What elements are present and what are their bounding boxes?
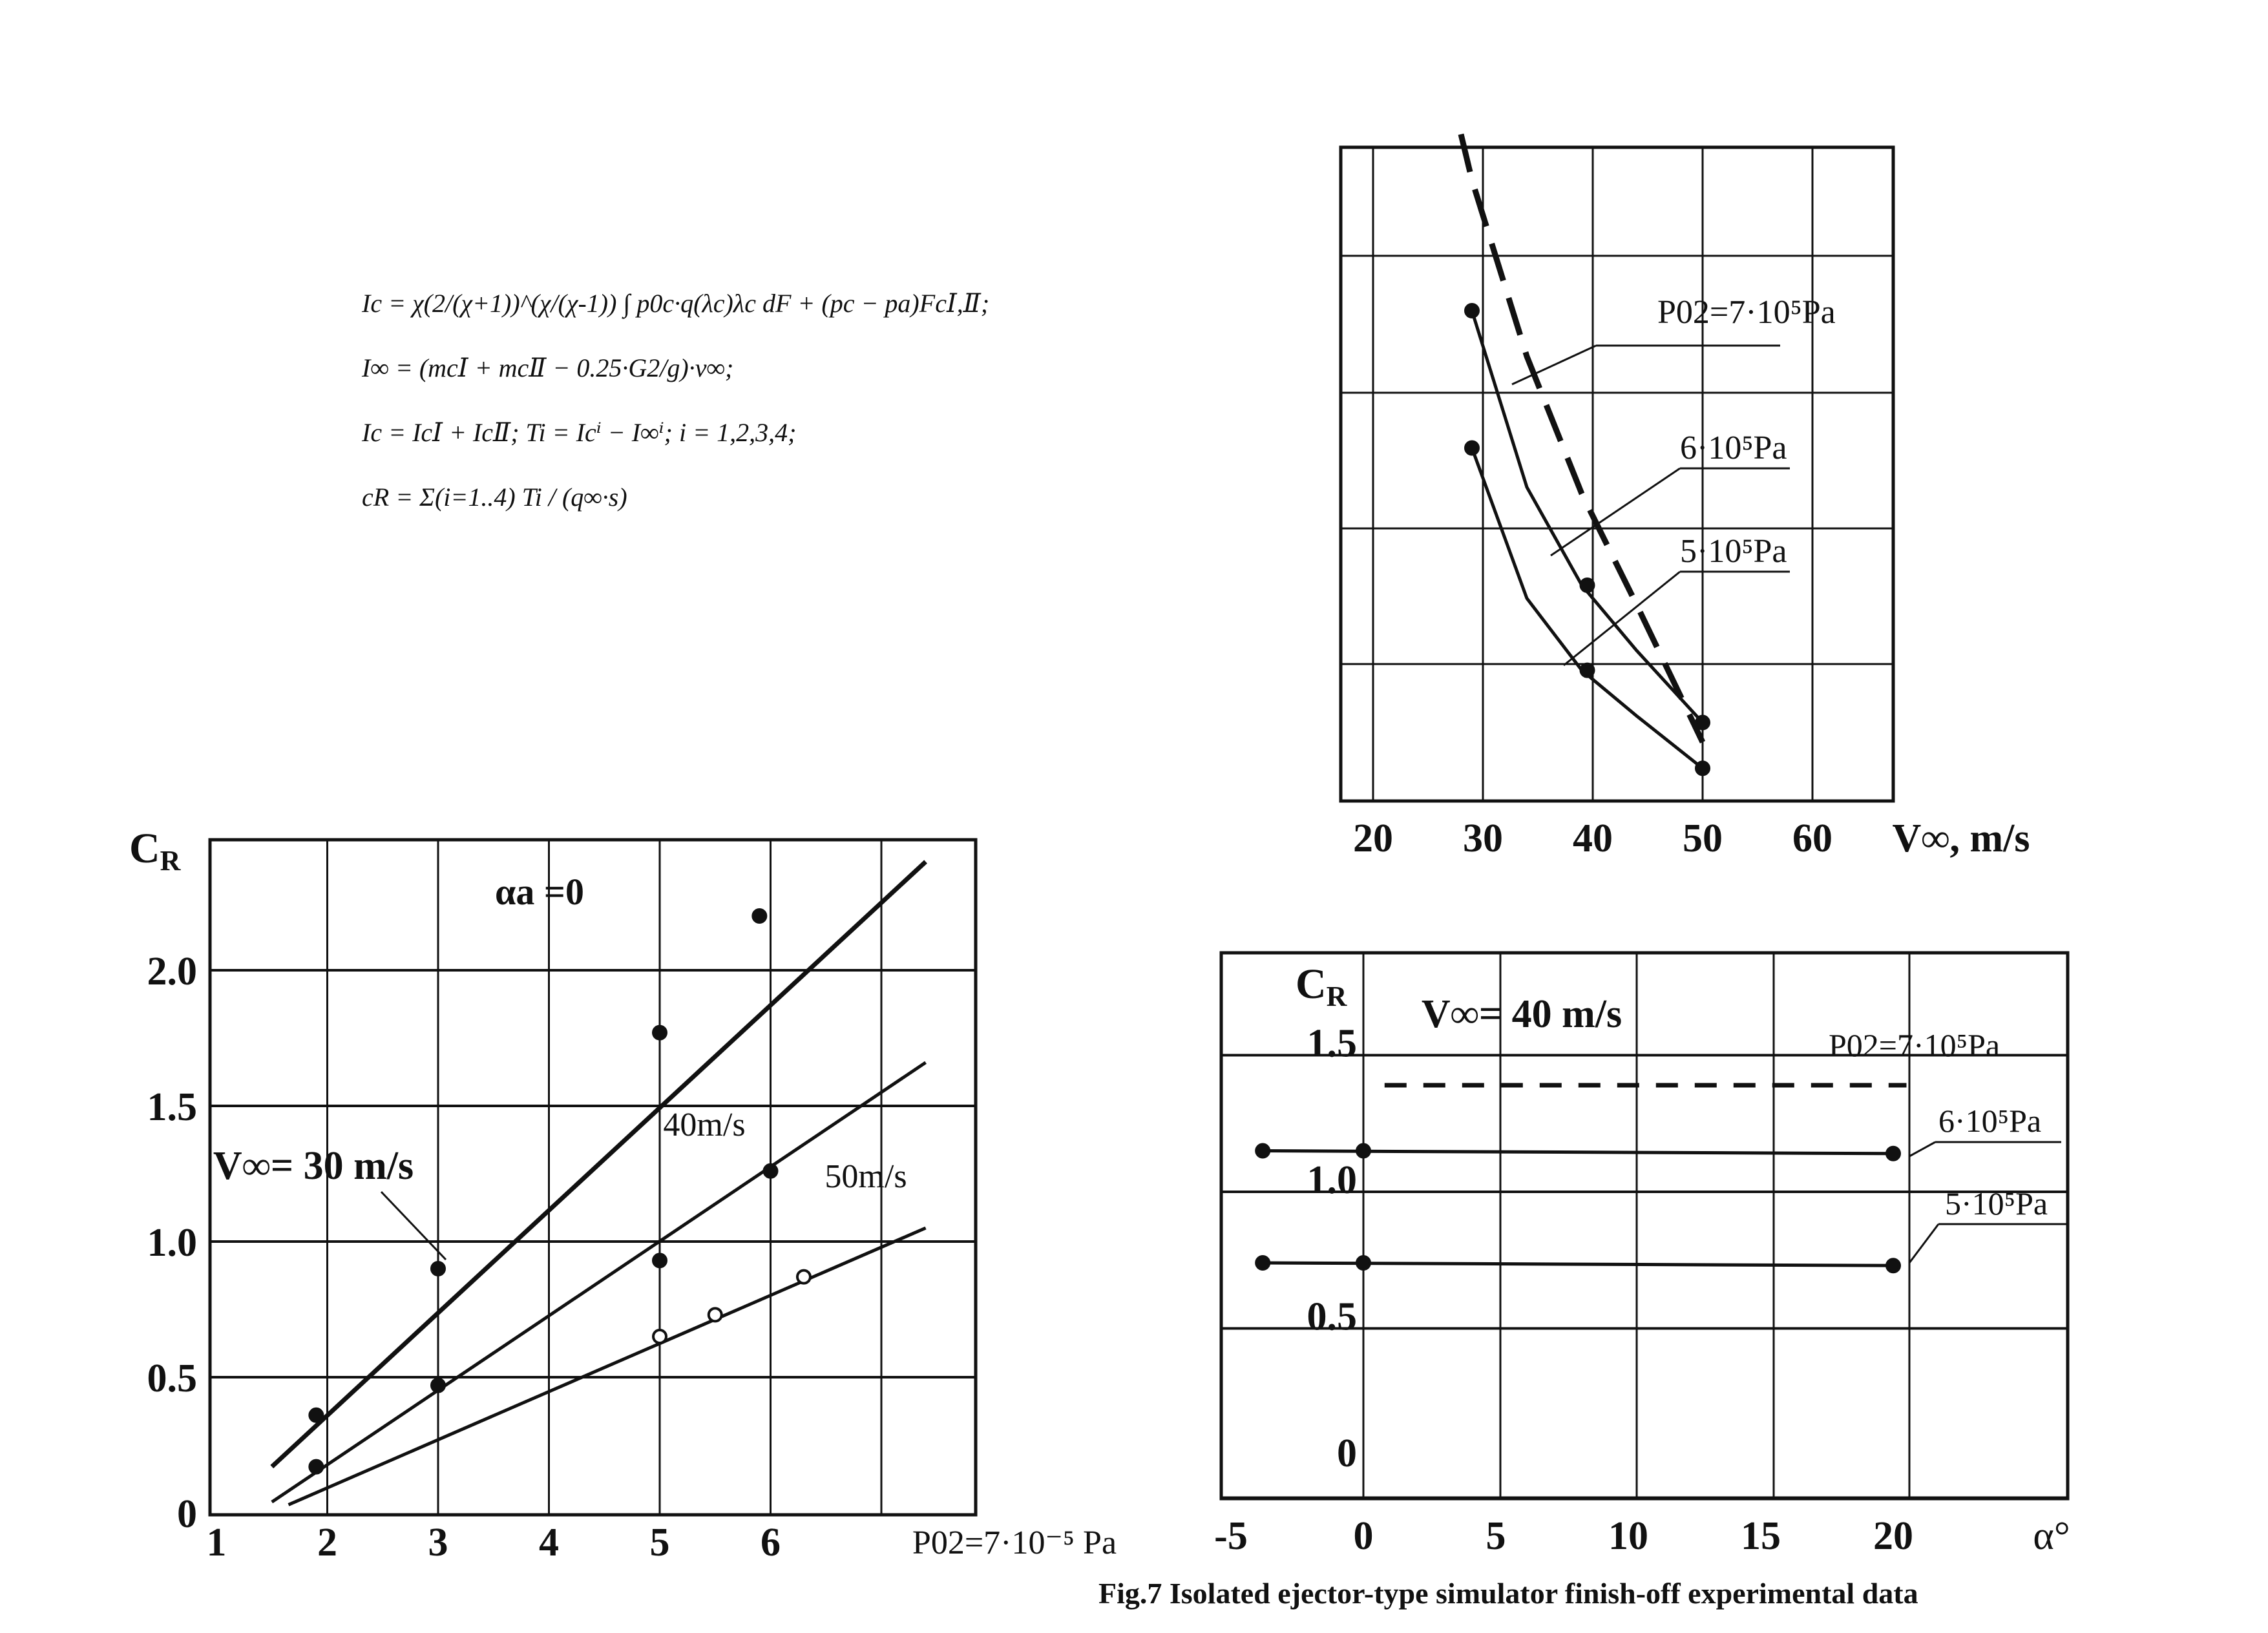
chart2-x-tick-label: 20 xyxy=(1353,816,1393,860)
chart1-x-axis-label: P02=7·10⁻⁵ Pa xyxy=(912,1524,1117,1561)
chart3-y-axis-label-sub: R xyxy=(1326,981,1347,1012)
chart3-x-tick-label: 5 xyxy=(1486,1514,1506,1558)
chart2-data-point xyxy=(1696,716,1709,729)
chart3-series-label: P02=7·10⁵Pa xyxy=(1829,1027,2000,1063)
chart1-data-point xyxy=(653,1254,666,1267)
chart3-x-tick-label: 20 xyxy=(1873,1514,1913,1558)
chart1-data-point xyxy=(653,1330,666,1343)
chart1-x-tick-label: 6 xyxy=(761,1521,781,1565)
chart3-series-label: 6·10⁵Pa xyxy=(1938,1103,2042,1139)
chart1-y-axis-label-sub: R xyxy=(160,845,181,877)
chart1-data-point xyxy=(310,1409,322,1422)
chart2-series-label: 6·10⁵Pa xyxy=(1680,430,1787,466)
chart2-series-label-leader xyxy=(1512,346,1596,384)
chart2-x-tick-label: 30 xyxy=(1463,816,1503,860)
chart1-x-tick-label: 3 xyxy=(428,1521,448,1565)
formula-line: Iс = χ(2/(χ+1))^(χ/(χ-1)) ∫ p0c·q(λc)λc dF + (pc − pa)FcⅠ,Ⅱ; xyxy=(362,289,990,318)
chart2-series-line-2 xyxy=(1472,311,1703,723)
chart1-data-point xyxy=(432,1379,445,1392)
chart2-x-axis-label: V∞, m/s xyxy=(1892,816,2030,860)
chart1-series-label-leader xyxy=(381,1192,446,1260)
chart3-y-tick-label: 1.5 xyxy=(1307,1021,1357,1066)
chart3-x-axis-label: α° xyxy=(2033,1514,2070,1558)
chart2-series-line-3 xyxy=(1472,448,1703,769)
chart1-x-tick-label: 1 xyxy=(206,1521,227,1565)
chart1-y-tick-label: 1.5 xyxy=(147,1085,197,1129)
chart3-x-tick-label: 0 xyxy=(1353,1514,1374,1558)
chart3-x-tick-label: 15 xyxy=(1741,1514,1781,1558)
formula-line: Ic = IcⅠ + IcⅡ; Ti = Icⁱ − I∞ⁱ; i = 1,2,3,4; xyxy=(362,418,797,447)
chart1-y-tick-label: 1.0 xyxy=(147,1221,197,1265)
chart1-series-label: V∞= 30 m/s xyxy=(213,1144,414,1188)
chart2-data-point xyxy=(1465,442,1478,455)
chart1-series-label: 50m/s xyxy=(824,1158,907,1195)
chart2-data-point xyxy=(1581,664,1594,677)
chart3-data-point xyxy=(1357,1256,1370,1269)
chart2-data-point xyxy=(1581,579,1594,592)
chart2-x-tick-label: 40 xyxy=(1573,816,1613,860)
chart3-data-point xyxy=(1256,1145,1269,1158)
formula-line: I∞ = (mcⅠ + mcⅡ − 0.25·G2/g)·v∞; xyxy=(362,353,734,382)
chart3-y-tick-label: 1.0 xyxy=(1307,1158,1357,1202)
chart3-data-point xyxy=(1357,1145,1370,1158)
chart3-x-tick-label: -5 xyxy=(1214,1514,1248,1558)
chart2-frame xyxy=(1341,147,1893,801)
chart3-series-label-leader xyxy=(1909,1142,1935,1156)
chart2-series-label: P02=7·10⁵Pa xyxy=(1657,294,1836,331)
chart2-data-point xyxy=(1696,762,1709,775)
chart1-y-tick-label: 0.5 xyxy=(147,1357,197,1400)
chart1-series-line-3 xyxy=(288,1228,925,1504)
figure-caption: Fig.7 Isolated ejector-type simulator finish-off experimental data xyxy=(1098,1577,1918,1610)
chart3-annotation: V∞= 40 m/s xyxy=(1421,992,1622,1036)
chart1-annotation: αa =0 xyxy=(495,871,584,913)
chart3-y-tick-label: 0 xyxy=(1337,1431,1357,1475)
chart1-data-point xyxy=(432,1262,445,1275)
chart3-data-point xyxy=(1887,1259,1900,1272)
chart1-data-point xyxy=(797,1271,810,1284)
chart1-data-point xyxy=(653,1026,666,1039)
chart1-data-point xyxy=(753,910,766,922)
chart1-x-tick-label: 4 xyxy=(539,1521,559,1565)
chart2-data-point xyxy=(1465,304,1478,317)
chart3-x-tick-label: 10 xyxy=(1608,1514,1648,1558)
chart1-series-label: 40m/s xyxy=(663,1107,746,1143)
chart3-data-point xyxy=(1256,1256,1269,1269)
chart2-x-tick-label: 50 xyxy=(1683,816,1723,860)
chart3-y-tick-label: 0.5 xyxy=(1307,1295,1357,1339)
chart2-series-label: 5·10⁵Pa xyxy=(1680,533,1787,570)
formula-line: cR = Σ(i=1..4) Ti / (q∞·s) xyxy=(362,483,627,512)
chart3-series-label: 5·10⁵Pa xyxy=(1945,1185,2048,1222)
chart3-series-label-leader xyxy=(1909,1224,1938,1263)
chart3-y-axis-label: CR xyxy=(1296,961,1347,1012)
chart1-x-tick-label: 5 xyxy=(649,1521,670,1565)
chart1-data-point xyxy=(764,1165,777,1178)
chart1-data-point xyxy=(709,1308,722,1321)
chart1-y-tick-label: 2.0 xyxy=(147,950,197,993)
chart1-y-axis-label: CR xyxy=(129,825,181,877)
chart2-x-tick-label: 60 xyxy=(1792,816,1832,860)
chart1-data-point xyxy=(310,1461,322,1473)
chart3-data-point xyxy=(1887,1147,1900,1160)
chart2-series-label-leader xyxy=(1551,468,1680,556)
chart1-x-tick-label: 2 xyxy=(317,1521,337,1565)
chart1-y-tick-label: 0 xyxy=(177,1492,197,1536)
chart1-series-line-2 xyxy=(272,1063,926,1502)
